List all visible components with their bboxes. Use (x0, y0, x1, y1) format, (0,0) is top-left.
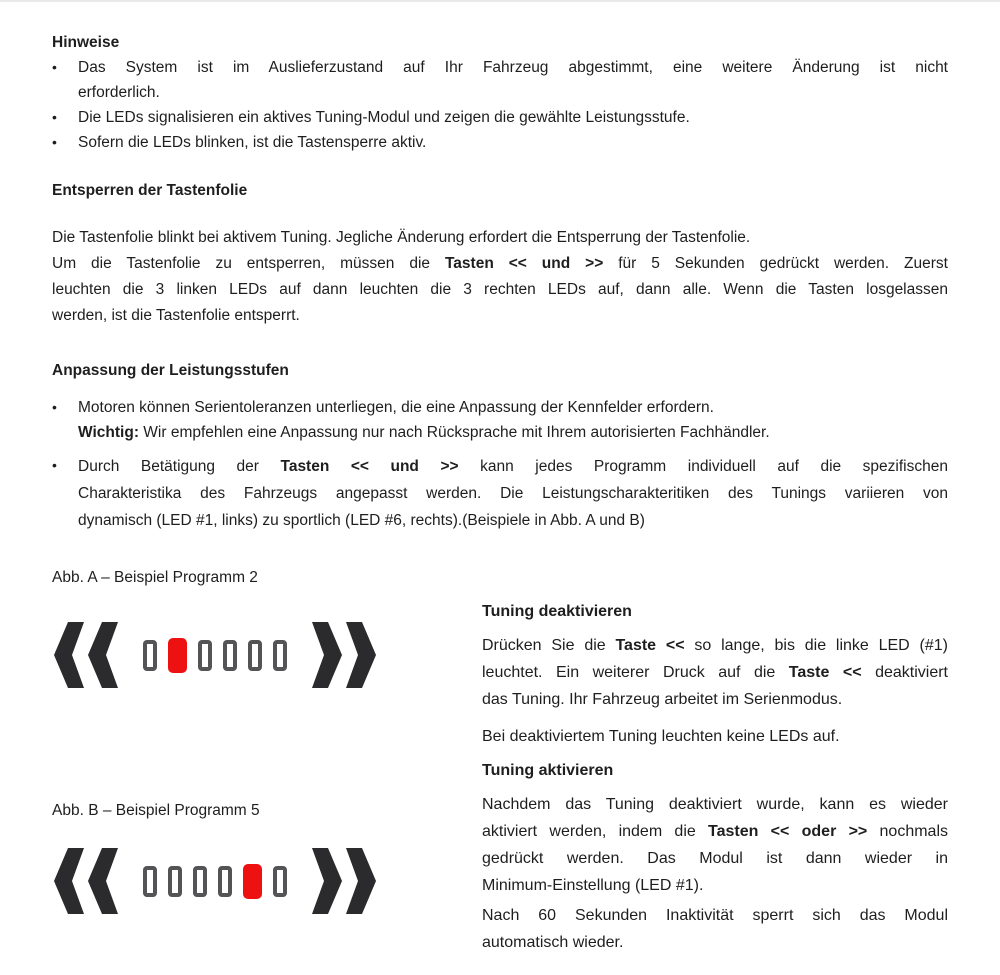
paragraph-line (482, 872, 948, 899)
text: Die Tastenfolie blinkt bei aktivem Tuning. Jegliche Änderung erfordert die Entsperrung der Tastenfolie. (52, 229, 751, 246)
text: Sofern die LEDs blinken, ist die Tastensperre aktiv. (78, 134, 427, 151)
list-item-text (78, 420, 948, 445)
text: Motoren können Serientoleranzen unterliegen, die eine Anpassung der Kennfelder erfordern. (78, 399, 714, 416)
instructions-column (482, 565, 948, 956)
section-anpassung (52, 358, 948, 534)
bold-text: Taste << (615, 637, 685, 654)
list-item-text (78, 507, 948, 534)
double-chevron-right-icon (312, 622, 376, 688)
text: leuchten die 3 linken LEDs auf dann leuchten die 3 rechten LEDs auf, dann alle. Wenn die Tasten losgelassen (52, 281, 948, 298)
bullet-icon: • (52, 109, 57, 125)
section-title-entsperren: Entsperren der Tastenfolie (52, 182, 248, 199)
bullet-icon: • (52, 134, 57, 150)
bullet-icon: • (52, 399, 57, 415)
text: erforderlich. (78, 84, 160, 101)
list-item (52, 105, 948, 130)
text: aktiviert werden, indem die (482, 823, 709, 840)
paragraph-line (482, 818, 948, 845)
text: Die LEDs signalisieren ein aktives Tuning-Modul und zeigen die gewählte Leistungsstufe. (78, 109, 690, 126)
list-item (52, 395, 948, 445)
paragraph (482, 723, 948, 750)
bold-text: Taste << (788, 664, 862, 681)
figure-a-led-panel (54, 622, 482, 688)
figure-a-label: Abb. A – Beispiel Programm 2 (52, 569, 258, 586)
section-hinweise (52, 30, 948, 155)
paragraph (482, 791, 948, 899)
paragraph-line (52, 277, 948, 303)
double-chevron-left-icon (54, 622, 118, 688)
text: so lange, bis die linke LED (#1) (684, 637, 948, 654)
section-entsperren (52, 178, 948, 329)
bold-text: Tasten << und >> (280, 458, 459, 475)
text: Durch Betätigung der (78, 458, 281, 475)
figure-b-led-panel (54, 848, 482, 914)
led-off (218, 866, 232, 897)
text: automatisch wieder. (482, 934, 624, 951)
paragraph-line (482, 902, 948, 929)
led-off (143, 866, 157, 897)
led-on (168, 638, 187, 673)
list-item (52, 130, 948, 155)
bullet-icon: • (52, 457, 57, 473)
figure-b-label: Abb. B – Beispiel Programm 5 (52, 802, 260, 819)
list-item-text (78, 80, 948, 105)
paragraph-line (52, 225, 948, 251)
led-off (168, 866, 182, 897)
led-off (193, 866, 207, 897)
led-off (198, 640, 212, 671)
text: dynamisch (LED #1, links) zu sportlich (LED #6, rechts).(Beispiele in Abb. A und B) (78, 512, 645, 529)
text: Nachdem das Tuning deaktiviert wurde, kann es wieder (482, 796, 948, 813)
text: kann jedes Programm individuell auf die spezifischen (458, 458, 948, 475)
figures-and-instructions (52, 565, 948, 956)
list-item-text (78, 395, 948, 420)
paragraph-line (482, 686, 948, 713)
bold-text: Tasten << und >> (444, 255, 604, 272)
heading-tuning-aktivieren: Tuning aktivieren (482, 762, 614, 779)
text: für 5 Sekunden gedrückt werden. Zuerst (603, 255, 948, 272)
heading-tuning-deaktivieren: Tuning deaktivieren (482, 603, 632, 620)
paragraph-line (52, 251, 948, 277)
list-item-text (78, 480, 948, 507)
text: Charakteristika des Fahrzeugs angepasst werden. Die Leistungscharakteritiken des Tunings variieren von (78, 485, 948, 502)
text: Nach 60 Sekunden Inaktivität sperrt sich das Modul (482, 907, 948, 924)
section-title-anpassung: Anpassung der Leistungsstufen (52, 362, 289, 379)
led-indicator-row (143, 864, 287, 899)
section-title-hinweise: Hinweise (52, 34, 120, 51)
text: deaktiviert (861, 664, 948, 681)
text: Das System ist im Auslieferzustand auf Ihr Fahrzeug abgestimmt, eine weitere Änderung ist nicht (78, 59, 948, 76)
text: nochmals (867, 823, 949, 840)
manual-page (0, 2, 1000, 956)
text: Drücken Sie die (482, 637, 616, 654)
bold-text: Tasten << oder >> (708, 823, 868, 840)
paragraph-line (482, 723, 948, 750)
paragraph (52, 225, 948, 329)
list-item-text (78, 453, 948, 480)
led-off (273, 866, 287, 897)
led-on (243, 864, 262, 899)
double-chevron-right-icon (312, 848, 376, 914)
paragraph (482, 902, 948, 956)
text: werden, ist die Tastenfolie entsperrt. (52, 307, 300, 324)
paragraph (482, 632, 948, 713)
text: Bei deaktiviertem Tuning leuchten keine LEDs auf. (482, 728, 840, 745)
double-chevron-left-icon (54, 848, 118, 914)
led-off (248, 640, 262, 671)
paragraph-line (482, 791, 948, 818)
text: gedrückt werden. Das Modul ist dann wieder in (482, 850, 948, 867)
list-item-text (78, 130, 948, 155)
paragraph-line (52, 303, 948, 329)
led-off (223, 640, 237, 671)
figures-column (52, 565, 482, 956)
bullet-icon: • (52, 59, 57, 75)
led-indicator-row (143, 638, 287, 673)
list-item-text (78, 55, 948, 80)
paragraph-line (482, 845, 948, 872)
list-item-text (78, 105, 948, 130)
led-off (273, 640, 287, 671)
text: das Tuning. Ihr Fahrzeug arbeitet im Serienmodus. (482, 691, 843, 708)
text: Um die Tastenfolie zu entsperren, müssen die (52, 255, 445, 272)
led-off (143, 640, 157, 671)
paragraph-line (482, 632, 948, 659)
list-item (52, 55, 948, 105)
text: Wir empfehlen eine Anpassung nur nach Rücksprache mit Ihrem autorisierten Fachhändler. (139, 424, 770, 441)
paragraph-line (482, 929, 948, 956)
list-item (52, 453, 948, 534)
text: Minimum-Einstellung (LED #1). (482, 877, 704, 894)
bold-text: Wichtig: (78, 424, 139, 441)
text: leuchtet. Ein weiterer Druck auf die (482, 664, 789, 681)
paragraph-line (482, 659, 948, 686)
